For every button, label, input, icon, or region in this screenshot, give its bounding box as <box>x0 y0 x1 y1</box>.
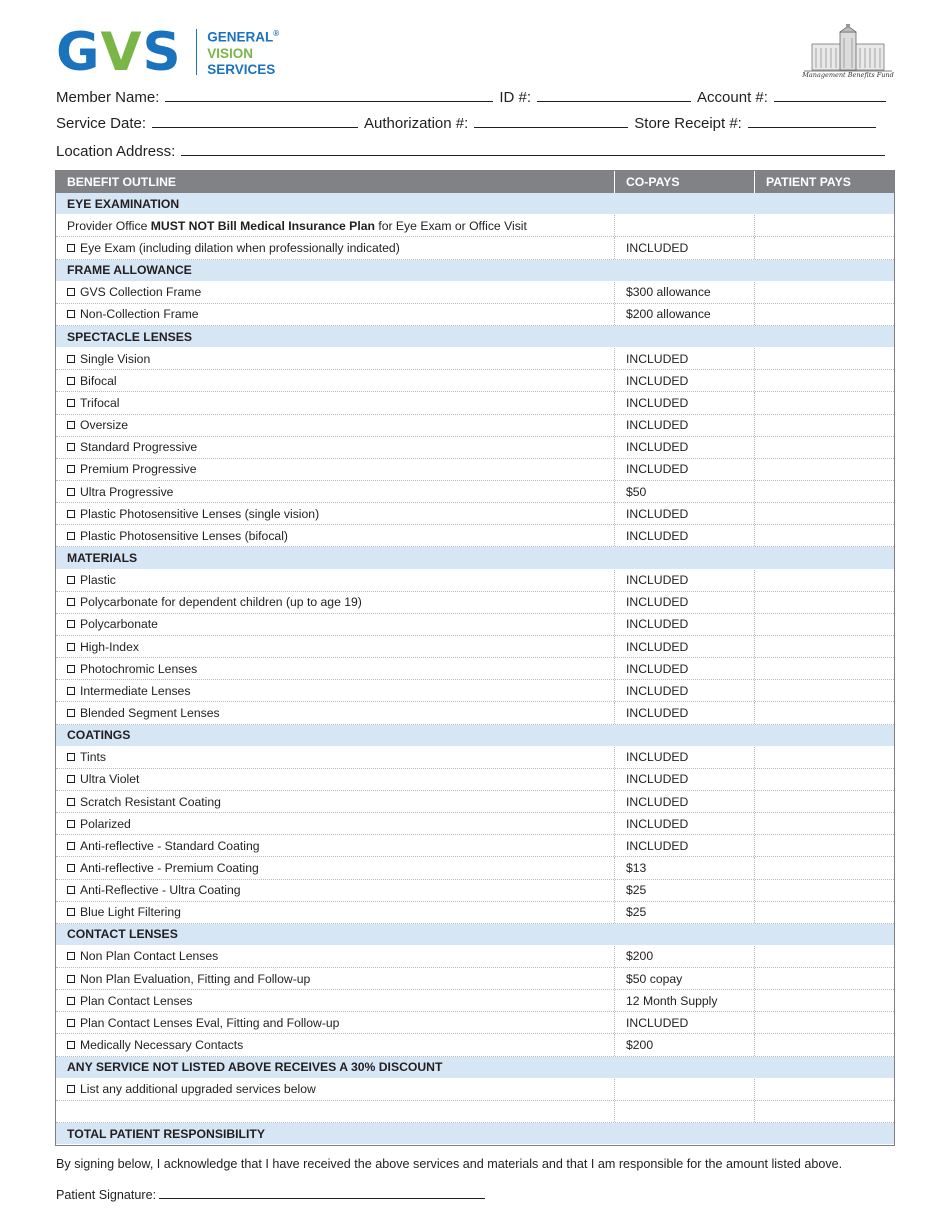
account-field[interactable] <box>774 87 886 102</box>
copay-cell: INCLUDED <box>615 813 755 834</box>
checkbox[interactable] <box>67 244 75 252</box>
checkbox[interactable] <box>67 952 75 960</box>
acknowledgement-text: By signing below, I acknowledge that I have received the above services and materials and that I am responsible for the amount listed above. <box>56 1157 843 1171</box>
benefit-cell <box>56 592 615 613</box>
copay-cell <box>615 1079 755 1100</box>
checkbox[interactable] <box>67 510 75 518</box>
patient-pays-cell[interactable] <box>755 769 894 790</box>
section-header-row <box>56 1123 894 1145</box>
section-copay-cell <box>615 547 755 568</box>
copay-cell: INCLUDED <box>615 791 755 812</box>
checkbox[interactable] <box>67 488 75 496</box>
patient-pays-cell[interactable] <box>755 392 894 413</box>
benefit-label: Ultra Violet <box>80 772 140 787</box>
patient-pays-cell[interactable] <box>755 791 894 812</box>
benefit-cell <box>56 880 615 901</box>
benefit-table <box>55 170 895 1146</box>
benefit-row <box>56 282 894 304</box>
benefit-label: Polycarbonate for dependent children (up to age 19) <box>80 595 362 610</box>
benefit-label: GVS Collection Frame <box>80 285 202 300</box>
location-address-field[interactable] <box>181 141 885 156</box>
section-title: FRAME ALLOWANCE <box>56 260 615 281</box>
copay-cell: INCLUDED <box>615 680 755 701</box>
section-copay-cell <box>615 1123 755 1144</box>
copay-cell: INCLUDED <box>615 614 755 635</box>
checkbox[interactable] <box>67 288 75 296</box>
section-title: MATERIALS <box>56 547 615 568</box>
patient-pays-cell[interactable] <box>755 570 894 591</box>
benefit-label: Plan Contact Lenses Eval, Fitting and Follow-up <box>80 1015 340 1030</box>
authorization-field[interactable] <box>474 113 628 128</box>
benefit-cell <box>56 990 615 1011</box>
patient-pays-cell[interactable] <box>755 857 894 878</box>
benefit-row <box>56 1012 894 1034</box>
copay-cell: INCLUDED <box>615 392 755 413</box>
patient-pays-cell[interactable] <box>755 725 894 746</box>
benefit-row <box>56 237 894 259</box>
benefit-cell <box>56 503 615 524</box>
patient-pays-cell[interactable] <box>755 1034 894 1055</box>
patient-pays-cell[interactable] <box>755 702 894 723</box>
benefit-row <box>56 348 894 370</box>
benefit-label: Single Vision <box>80 351 151 366</box>
benefit-cell <box>56 481 615 502</box>
benefit-label: Eye Exam (including dilation when professionally indicated) <box>80 240 400 255</box>
copay-cell: $200 allowance <box>615 304 755 325</box>
benefit-row <box>56 990 894 1012</box>
checkbox[interactable] <box>67 532 75 540</box>
checkbox[interactable] <box>67 576 75 584</box>
copay-cell: INCLUDED <box>615 370 755 391</box>
benefit-row <box>56 437 894 459</box>
section-copay-cell <box>615 725 755 746</box>
member-info-line <box>56 87 892 106</box>
benefit-row <box>56 570 894 592</box>
fund-caption: Management Benefits Fund <box>802 71 894 79</box>
benefit-cell <box>56 570 615 591</box>
benefit-cell <box>56 791 615 812</box>
patient-pays-cell[interactable] <box>755 547 894 568</box>
benefit-label: Plastic Photosensitive Lenses (single vision) <box>80 506 320 521</box>
benefit-row <box>56 968 894 990</box>
signature-field[interactable] <box>159 1185 485 1199</box>
benefit-label: Polarized <box>80 816 131 831</box>
checkbox[interactable] <box>67 620 75 628</box>
section-copay-cell <box>615 326 755 347</box>
store-receipt-label: Store Receipt #: <box>634 115 742 132</box>
benefit-cell <box>56 459 615 480</box>
checkbox[interactable] <box>67 775 75 783</box>
authorization-label: Authorization #: <box>364 115 469 132</box>
section-title: SPECTACLE LENSES <box>56 326 615 347</box>
copay-cell <box>615 215 755 236</box>
patient-pays-cell[interactable] <box>755 835 894 856</box>
benefit-label: Non Plan Contact Lenses <box>80 949 219 964</box>
patient-pays-cell[interactable] <box>755 1123 894 1144</box>
checkbox[interactable] <box>67 465 75 473</box>
benefit-row <box>56 835 894 857</box>
patient-pays-cell[interactable] <box>755 1101 894 1122</box>
copay-cell: 12 Month Supply <box>615 990 755 1011</box>
patient-pays-cell[interactable] <box>755 348 894 369</box>
patient-pays-cell[interactable] <box>755 415 894 436</box>
section-header-row <box>56 547 894 569</box>
benefit-cell <box>56 1012 615 1033</box>
entry-cell[interactable] <box>56 1101 615 1122</box>
patient-pays-cell[interactable] <box>755 680 894 701</box>
header-benefit-outline: BENEFIT OUTLINE <box>56 171 615 193</box>
checkbox[interactable] <box>67 421 75 429</box>
copay-cell: INCLUDED <box>615 592 755 613</box>
patient-pays-cell[interactable] <box>755 525 894 546</box>
benefit-cell <box>56 370 615 391</box>
copay-cell: INCLUDED <box>615 237 755 258</box>
checkbox[interactable] <box>67 908 75 916</box>
benefit-row <box>56 415 894 437</box>
patient-pays-cell[interactable] <box>755 260 894 281</box>
benefit-label: Oversize <box>80 418 129 433</box>
benefit-cell <box>56 1079 615 1100</box>
checkbox[interactable] <box>67 1085 75 1093</box>
benefit-row <box>56 902 894 924</box>
benefit-row <box>56 1034 894 1056</box>
benefit-row <box>56 791 894 813</box>
section-title: ANY SERVICE NOT LISTED ABOVE RECEIVES A 30% DISCOUNT <box>56 1057 615 1078</box>
copay-cell: INCLUDED <box>615 747 755 768</box>
benefit-cell <box>56 702 615 723</box>
gvs-logo <box>56 21 280 83</box>
benefit-row <box>56 747 894 769</box>
patient-pays-cell[interactable] <box>755 282 894 303</box>
section-copay-cell <box>615 924 755 945</box>
patient-pays-cell[interactable] <box>755 481 894 502</box>
copay-cell: INCLUDED <box>615 769 755 790</box>
patient-pays-cell[interactable] <box>755 326 894 347</box>
benefit-label: High-Index <box>80 639 139 654</box>
checkbox[interactable] <box>67 443 75 451</box>
checkbox[interactable] <box>67 643 75 651</box>
account-label: Account #: <box>697 89 768 106</box>
benefit-label: Blue Light Filtering <box>80 905 181 920</box>
benefit-cell <box>56 348 615 369</box>
note-post: for Eye Exam or Office Visit <box>374 218 527 233</box>
copay-cell: $25 <box>615 880 755 901</box>
patient-pays-cell[interactable] <box>755 813 894 834</box>
benefit-label: Non Plan Evaluation, Fitting and Follow-up <box>80 971 311 986</box>
benefit-label: Blended Segment Lenses <box>80 705 220 720</box>
benefit-cell <box>56 835 615 856</box>
patient-pays-cell[interactable] <box>755 747 894 768</box>
location-line <box>56 141 885 160</box>
blank-entry-row <box>56 1101 894 1123</box>
benefit-cell <box>56 902 615 923</box>
checkbox[interactable] <box>67 798 75 806</box>
copay-cell: INCLUDED <box>615 570 755 591</box>
member-name-field[interactable] <box>165 87 493 102</box>
benefit-row <box>56 481 894 503</box>
copay-cell: $25 <box>615 902 755 923</box>
benefit-cell <box>56 614 615 635</box>
patient-pays-cell[interactable] <box>755 636 894 657</box>
patient-pays-cell[interactable] <box>755 459 894 480</box>
benefit-cell <box>56 968 615 989</box>
benefit-row <box>56 503 894 525</box>
benefit-label: Plastic Photosensitive Lenses (bifocal) <box>80 528 288 543</box>
copay-cell: $200 <box>615 1034 755 1055</box>
benefit-label: Trifocal <box>80 395 120 410</box>
copay-cell: INCLUDED <box>615 503 755 524</box>
note-text <box>56 215 615 236</box>
section-title: EYE EXAMINATION <box>56 193 615 214</box>
benefit-label: Tints <box>80 750 106 765</box>
benefit-cell <box>56 857 615 878</box>
benefit-cell <box>56 680 615 701</box>
checkbox[interactable] <box>67 975 75 983</box>
patient-pays-cell[interactable] <box>755 370 894 391</box>
service-date-label: Service Date: <box>56 115 147 132</box>
benefit-label: Non-Collection Frame <box>80 307 199 322</box>
benefit-row <box>56 614 894 636</box>
benefit-row <box>56 658 894 680</box>
copay-cell: INCLUDED <box>615 415 755 436</box>
benefit-cell <box>56 282 615 303</box>
checkbox[interactable] <box>67 1041 75 1049</box>
benefit-label: Standard Progressive <box>80 440 198 455</box>
header-patient-pays: PATIENT PAYS <box>766 175 851 190</box>
service-date-field[interactable] <box>152 113 358 128</box>
benefit-label: Polycarbonate <box>80 617 158 632</box>
benefit-row <box>56 392 894 414</box>
benefit-label: List any additional upgraded services below <box>80 1082 316 1097</box>
benefit-cell <box>56 946 615 967</box>
benefit-row <box>56 769 894 791</box>
copay-cell: INCLUDED <box>615 525 755 546</box>
benefit-label: Anti-reflective - Premium Coating <box>80 860 259 875</box>
benefit-label: Premium Progressive <box>80 462 197 477</box>
benefit-label: Ultra Progressive <box>80 484 174 499</box>
note-bold: MUST NOT Bill Medical Insurance Plan <box>150 218 375 233</box>
patient-pays-cell[interactable] <box>755 237 894 258</box>
copay-cell: INCLUDED <box>615 658 755 679</box>
benefit-row <box>56 680 894 702</box>
patient-pays-cell[interactable] <box>755 990 894 1011</box>
checkbox[interactable] <box>67 997 75 1005</box>
table-body <box>56 193 894 1145</box>
checkbox[interactable] <box>67 886 75 894</box>
checkbox[interactable] <box>67 399 75 407</box>
checkbox[interactable] <box>67 598 75 606</box>
checkbox[interactable] <box>67 820 75 828</box>
logo-wordmark: GENERAL® VISION SERVICES <box>207 29 280 77</box>
benefit-row <box>56 702 894 724</box>
logo-divider <box>196 29 198 75</box>
signature-line <box>56 1185 485 1202</box>
benefit-row <box>56 592 894 614</box>
benefit-label: Anti-Reflective - Ultra Coating <box>80 883 241 898</box>
patient-pays-cell[interactable] <box>755 592 894 613</box>
benefit-row <box>56 1079 894 1101</box>
checkbox[interactable] <box>67 1019 75 1027</box>
patient-pays-cell[interactable] <box>755 1057 894 1078</box>
patient-pays-cell[interactable] <box>755 880 894 901</box>
patient-pays-cell[interactable] <box>755 924 894 945</box>
patient-pays-cell[interactable] <box>755 437 894 458</box>
copay-cell: INCLUDED <box>615 636 755 657</box>
benefit-label: Intermediate Lenses <box>80 683 191 698</box>
patient-pays-cell[interactable] <box>755 658 894 679</box>
benefit-row <box>56 459 894 481</box>
copay-cell <box>615 1101 755 1122</box>
patient-pays-cell[interactable] <box>755 193 894 214</box>
copay-cell: $50 <box>615 481 755 502</box>
copay-cell: INCLUDED <box>615 835 755 856</box>
benefit-label: Scratch Resistant Coating <box>80 794 221 809</box>
copay-cell: $200 <box>615 946 755 967</box>
benefit-row <box>56 946 894 968</box>
section-title: TOTAL PATIENT RESPONSIBILITY <box>56 1123 615 1144</box>
benefit-row <box>56 370 894 392</box>
checkbox[interactable] <box>67 842 75 850</box>
section-header-row <box>56 924 894 946</box>
section-title: COATINGS <box>56 725 615 746</box>
benefit-row <box>56 857 894 879</box>
benefit-cell <box>56 304 615 325</box>
copay-cell: INCLUDED <box>615 437 755 458</box>
checkbox[interactable] <box>67 377 75 385</box>
benefit-cell <box>56 636 615 657</box>
copay-cell: INCLUDED <box>615 348 755 369</box>
benefit-row <box>56 525 894 547</box>
patient-pays-cell[interactable] <box>755 1079 894 1100</box>
checkbox[interactable] <box>67 665 75 673</box>
benefit-cell <box>56 769 615 790</box>
member-name-label: Member Name: <box>56 89 160 106</box>
patient-pays-cell[interactable] <box>755 215 894 236</box>
benefit-row <box>56 304 894 326</box>
copay-cell: $13 <box>615 857 755 878</box>
checkbox[interactable] <box>67 864 75 872</box>
benefit-row <box>56 880 894 902</box>
id-label: ID #: <box>499 89 532 106</box>
section-copay-cell <box>615 1057 755 1078</box>
benefit-label: Medically Necessary Contacts <box>80 1038 244 1053</box>
patient-pays-cell[interactable] <box>755 614 894 635</box>
checkbox[interactable] <box>67 753 75 761</box>
section-header-row <box>56 1057 894 1079</box>
benefit-cell <box>56 525 615 546</box>
benefit-label: Bifocal <box>80 373 117 388</box>
copay-cell: INCLUDED <box>615 1012 755 1033</box>
copay-cell: INCLUDED <box>615 459 755 480</box>
patient-pays-cell[interactable] <box>755 968 894 989</box>
section-copay-cell <box>615 260 755 281</box>
benefit-label: Anti-reflective - Standard Coating <box>80 838 260 853</box>
benefit-label: Photochromic Lenses <box>80 661 198 676</box>
table-header <box>56 171 894 193</box>
copay-cell: $300 allowance <box>615 282 755 303</box>
benefit-cell <box>56 437 615 458</box>
patient-pays-cell[interactable] <box>755 304 894 325</box>
note-pre: Provider Office <box>67 218 151 233</box>
service-info-line <box>56 113 882 132</box>
patient-pays-cell[interactable] <box>755 1012 894 1033</box>
patient-pays-cell[interactable] <box>755 902 894 923</box>
benefit-row <box>56 636 894 658</box>
section-header-row <box>56 725 894 747</box>
gvs-logo-mark: GVS <box>56 21 182 83</box>
patient-pays-cell[interactable] <box>755 503 894 524</box>
note-row <box>56 215 894 237</box>
section-title: CONTACT LENSES <box>56 924 615 945</box>
checkbox[interactable] <box>67 709 75 717</box>
patient-pays-cell[interactable] <box>755 946 894 967</box>
copay-cell: INCLUDED <box>615 702 755 723</box>
benefit-cell <box>56 1034 615 1055</box>
section-copay-cell <box>615 193 755 214</box>
store-receipt-field[interactable] <box>748 113 876 128</box>
section-header-row <box>56 193 894 215</box>
section-header-row <box>56 326 894 348</box>
id-field[interactable] <box>537 87 691 102</box>
section-header-row <box>56 260 894 282</box>
benefit-cell <box>56 415 615 436</box>
benefit-label: Plan Contact Lenses <box>80 993 193 1008</box>
header-co-pays: CO-PAYS <box>615 171 755 193</box>
location-address-label: Location Address: <box>56 143 176 160</box>
benefit-cell <box>56 747 615 768</box>
benefit-cell <box>56 813 615 834</box>
checkbox[interactable] <box>67 310 75 318</box>
checkbox[interactable] <box>67 687 75 695</box>
benefit-label: Plastic <box>80 573 116 588</box>
signature-label: Patient Signature: <box>56 1188 157 1202</box>
copay-cell: $50 copay <box>615 968 755 989</box>
benefit-cell <box>56 237 615 258</box>
benefit-cell <box>56 392 615 413</box>
benefit-cell <box>56 658 615 679</box>
checkbox[interactable] <box>67 355 75 363</box>
benefit-row <box>56 813 894 835</box>
